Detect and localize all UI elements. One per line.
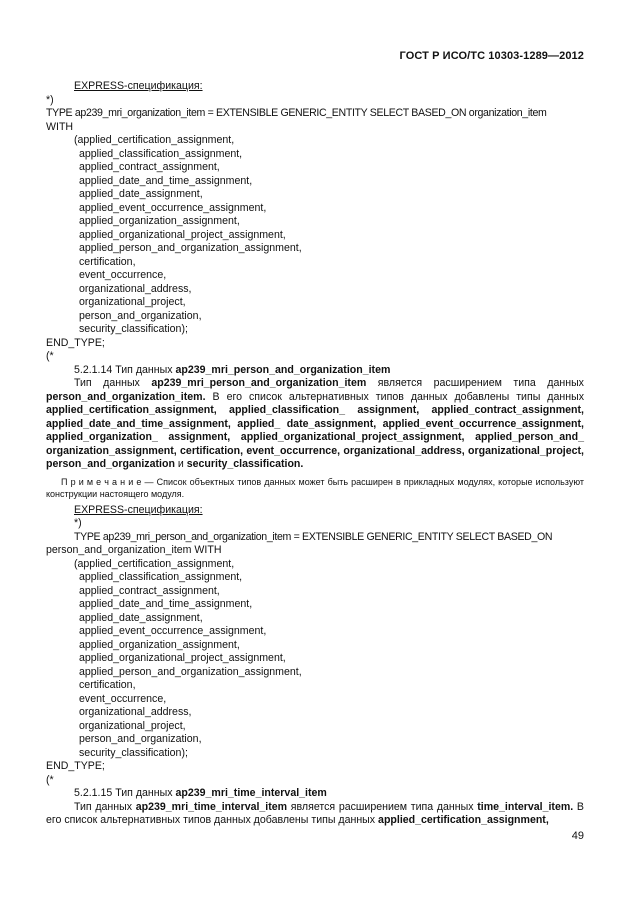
select-item: applied_organization_assignment, bbox=[79, 215, 240, 227]
paragraph-text: и bbox=[177, 458, 184, 470]
type-declaration-line: TYPE ap239_mri_person_and_organization_item = EXTENSIBLE GENERIC_ENTITY SELECT BASED_ON bbox=[74, 530, 553, 543]
select-item: applied_person_and_organization_assignment, bbox=[79, 242, 302, 254]
select-item: security_classification); bbox=[79, 323, 188, 335]
section-paragraph bbox=[46, 801, 584, 828]
select-item: (applied_certification_assignment, bbox=[74, 134, 235, 146]
select-item: applied_classification_assignment, bbox=[79, 147, 243, 160]
note-paragraph: П р и м е ч а н и е — Список объектных типов данных может быть расширен в прикладных модулях, которые используют конструкции настоящего модуля. bbox=[46, 476, 584, 499]
select-item: applied_date_and_time_assignment, bbox=[79, 598, 253, 610]
select-item: certification, bbox=[79, 255, 136, 268]
express-spec-label: EXPRESS-спецификация: bbox=[74, 503, 203, 516]
express-spec-label: EXPRESS-спецификация: bbox=[74, 80, 203, 92]
select-item: organizational_address, bbox=[79, 282, 192, 295]
select-item: applied_contract_assignment, bbox=[79, 584, 220, 597]
paragraph-text: Тип данных bbox=[74, 800, 133, 813]
express-close-marker: (* bbox=[46, 773, 54, 786]
select-item: applied_organization_assignment, bbox=[79, 638, 240, 651]
select-item: applied_person_and_organization_assignment, bbox=[79, 665, 302, 678]
select-item: applied_date_assignment, bbox=[79, 611, 203, 624]
type-name: ap239_mri_time_interval_item bbox=[135, 800, 288, 813]
paragraph-text: является расширением типа данных bbox=[377, 377, 584, 389]
end-type-keyword: END_TYPE; bbox=[46, 760, 105, 772]
paragraph-text: В его список альтернативных типов данных добавлены типы данных bbox=[46, 800, 584, 826]
last-added-type: security_classification. bbox=[186, 458, 304, 470]
select-item: applied_event_occurrence_assignment, bbox=[79, 201, 267, 214]
select-item: applied_organizational_project_assignment, bbox=[79, 652, 286, 664]
paragraph-text: является расширением типа данных bbox=[290, 800, 474, 813]
end-type-keyword: END_TYPE; bbox=[46, 336, 105, 349]
select-item: applied_date_and_time_assignment, bbox=[79, 174, 253, 187]
section-heading bbox=[46, 364, 584, 378]
select-item: (applied_certification_assignment, bbox=[74, 557, 235, 570]
document-header: ГОСТ Р ИСО/ТС 10303-1289—2012 bbox=[399, 50, 584, 62]
section-heading bbox=[46, 787, 584, 801]
section-heading-name: ap239_mri_person_and_organization_item bbox=[175, 363, 391, 376]
select-item: organizational_project, bbox=[79, 296, 186, 308]
page-number: 49 bbox=[571, 830, 584, 842]
select-item: event_occurrence, bbox=[79, 269, 167, 281]
page-content bbox=[46, 80, 584, 828]
select-item: organizational_project, bbox=[79, 719, 186, 732]
express-open-marker: *) bbox=[74, 517, 82, 529]
express-close-marker: (* bbox=[46, 350, 54, 362]
select-item: applied_contract_assignment, bbox=[79, 161, 220, 173]
section-heading-number: 5.2.1.15 Тип данных bbox=[74, 787, 173, 799]
base-type-name: person_and_organization_item. bbox=[46, 390, 206, 403]
select-item-list bbox=[46, 558, 584, 761]
select-item: event_occurrence, bbox=[79, 692, 167, 705]
select-item-list bbox=[46, 134, 584, 337]
type-declaration-line-2: person_and_organization_item WITH bbox=[46, 544, 222, 556]
select-item: applied_classification_assignment, bbox=[79, 571, 243, 583]
section-paragraph bbox=[46, 377, 584, 472]
select-item: organizational_address, bbox=[79, 706, 192, 718]
select-item: person_and_organization, bbox=[79, 733, 202, 745]
select-item: applied_organizational_project_assignment, bbox=[79, 228, 286, 241]
paragraph-text: Тип данных bbox=[74, 377, 140, 389]
select-item: applied_date_assignment, bbox=[79, 188, 203, 200]
select-item: person_and_organization, bbox=[79, 309, 202, 322]
type-declaration-line: TYPE ap239_mri_organization_item = EXTENSIBLE GENERIC_ENTITY SELECT BASED_ON organization_item bbox=[46, 107, 547, 119]
type-name: ap239_mri_person_and_organization_item bbox=[151, 377, 367, 389]
base-type-name: time_interval_item. bbox=[477, 800, 574, 813]
select-item: security_classification); bbox=[79, 746, 188, 759]
section-heading-number: 5.2.1.14 Тип данных bbox=[74, 363, 173, 376]
select-item: applied_event_occurrence_assignment, bbox=[79, 625, 267, 637]
express-open-marker: *) bbox=[46, 93, 54, 106]
added-type: applied_certification_assignment, bbox=[378, 814, 549, 826]
select-item: certification, bbox=[79, 679, 136, 691]
added-types-list: applied_certification_assignment, applied_classification_ assignment, applied_contract_assignment, applied_date_and_time_assignment, applied_ date_assignment, applied_event_occurrence_assignment, applied_organization_ assignment, applied_organizational_project_assignment, applied_person_and_ organization_assignment, certification, event_occurrence, organizational_address, organizational_project, person_and_organization bbox=[46, 404, 584, 470]
paragraph-text: В его список альтернативных типов данных добавлены типы данных bbox=[212, 390, 584, 403]
type-with-keyword: WITH bbox=[46, 120, 74, 133]
section-heading-name: ap239_mri_time_interval_item bbox=[175, 787, 327, 799]
